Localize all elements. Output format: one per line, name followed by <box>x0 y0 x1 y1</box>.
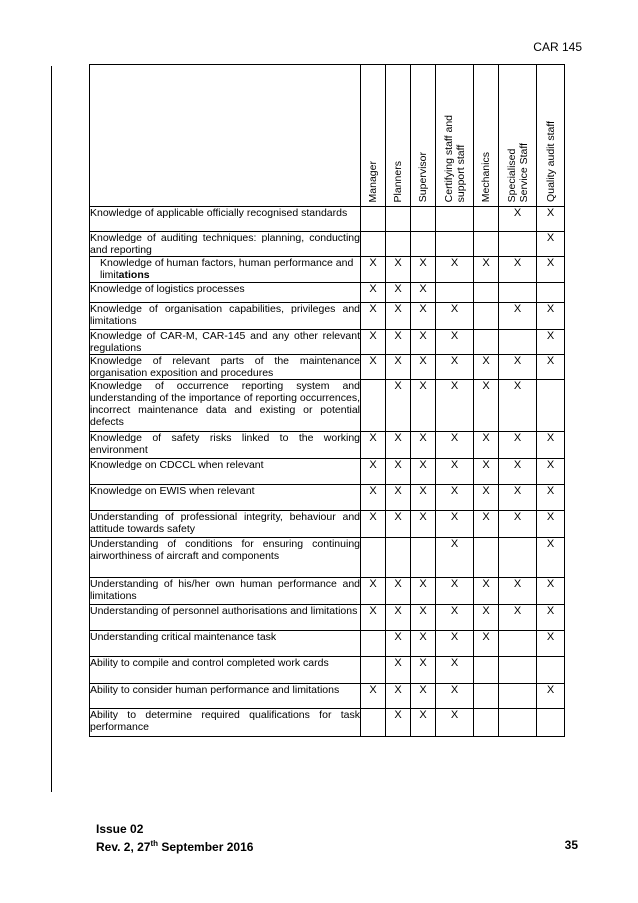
table-row <box>90 380 565 432</box>
revision-bar <box>51 66 52 792</box>
mark-cell: X <box>537 485 565 511</box>
mark-cell: X <box>537 538 565 578</box>
requirement-label: Knowledge of safety risks linked to the working environment <box>90 432 361 459</box>
mark-cell <box>474 303 499 330</box>
mark-cell <box>474 207 499 232</box>
table-row <box>90 538 565 578</box>
table-row <box>90 207 565 232</box>
column-header: Specialised Service Staff <box>499 65 537 207</box>
mark-cell <box>436 232 474 257</box>
mark-cell <box>411 538 436 578</box>
mark-cell: X <box>499 207 537 232</box>
mark-cell: X <box>436 459 474 485</box>
mark-cell: X <box>361 485 386 511</box>
mark-cell: X <box>537 303 565 330</box>
page-number: 35 <box>564 838 578 852</box>
mark-cell: X <box>361 303 386 330</box>
table-row <box>90 303 565 330</box>
mark-cell: X <box>411 380 436 432</box>
mark-cell: X <box>411 303 436 330</box>
mark-cell: X <box>537 330 565 355</box>
mark-cell <box>436 207 474 232</box>
mark-cell: X <box>474 380 499 432</box>
column-header: Supervisor <box>411 65 436 207</box>
mark-cell: X <box>361 578 386 605</box>
column-header: Mechanics <box>474 65 499 207</box>
requirement-label: Understanding critical maintenance task <box>90 631 361 657</box>
revision-label: Rev. 2, 27th September 2016 <box>96 839 254 854</box>
mark-cell: X <box>386 709 411 737</box>
mark-cell: X <box>386 605 411 631</box>
mark-cell: X <box>361 257 386 283</box>
mark-cell: X <box>537 232 565 257</box>
requirement-label: Ability to compile and control completed work cards <box>90 657 361 684</box>
mark-cell: X <box>386 631 411 657</box>
table-row <box>90 432 565 459</box>
column-header: Quality audit staff <box>537 65 565 207</box>
mark-cell: X <box>474 432 499 459</box>
mark-cell: X <box>386 657 411 684</box>
mark-cell: X <box>537 355 565 380</box>
mark-cell: X <box>361 432 386 459</box>
mark-cell: X <box>411 432 436 459</box>
mark-cell: X <box>499 605 537 631</box>
mark-cell: X <box>499 380 537 432</box>
table-row <box>90 605 565 631</box>
mark-cell: X <box>386 355 411 380</box>
requirement-label: Knowledge of relevant parts of the maintenance organisation exposition and procedures <box>90 355 360 379</box>
mark-cell <box>537 380 565 432</box>
mark-cell: X <box>386 684 411 709</box>
mark-cell: X <box>436 303 474 330</box>
mark-cell <box>361 538 386 578</box>
requirement-label: Knowledge of logistics processes <box>90 283 361 303</box>
requirement-label: Knowledge on EWIS when relevant <box>90 485 361 511</box>
footer <box>96 820 253 856</box>
mark-cell <box>386 232 411 257</box>
mark-cell: X <box>474 578 499 605</box>
mark-cell: X <box>411 330 436 355</box>
column-header: Planners <box>386 65 411 207</box>
mark-cell <box>499 657 537 684</box>
requirement-label: Understanding of conditions for ensuring continuing airworthiness of aircraft and components <box>90 538 361 578</box>
mark-cell: X <box>499 355 537 380</box>
header-row <box>90 65 565 207</box>
mark-cell: X <box>386 283 411 303</box>
mark-cell <box>499 631 537 657</box>
mark-cell: X <box>411 657 436 684</box>
mark-cell: X <box>411 511 436 538</box>
mark-cell: X <box>386 303 411 330</box>
mark-cell: X <box>436 485 474 511</box>
requirement-label: Understanding of professional integrity, behaviour and attitude towards safety <box>90 511 361 538</box>
mark-cell <box>361 709 386 737</box>
mark-cell: X <box>361 605 386 631</box>
mark-cell: X <box>361 330 386 355</box>
mark-cell: X <box>386 257 411 283</box>
mark-cell: X <box>537 684 565 709</box>
mark-cell <box>436 283 474 303</box>
mark-cell: X <box>411 355 436 380</box>
mark-cell <box>361 657 386 684</box>
mark-cell: X <box>499 257 537 283</box>
mark-cell: X <box>436 432 474 459</box>
requirement-label: Knowledge on CDCCL when relevant <box>90 459 361 485</box>
mark-cell: X <box>361 355 386 380</box>
mark-cell: X <box>436 605 474 631</box>
mark-cell: X <box>411 283 436 303</box>
mark-cell: X <box>411 605 436 631</box>
mark-cell: X <box>411 459 436 485</box>
mark-cell: X <box>436 538 474 578</box>
table-row <box>90 232 565 257</box>
table-row <box>90 631 565 657</box>
mark-cell <box>386 207 411 232</box>
mark-cell <box>474 330 499 355</box>
mark-cell <box>499 232 537 257</box>
mark-cell: X <box>474 257 499 283</box>
mark-cell <box>361 232 386 257</box>
mark-cell <box>411 207 436 232</box>
mark-cell: X <box>436 709 474 737</box>
mark-cell: X <box>411 485 436 511</box>
mark-cell <box>411 232 436 257</box>
mark-cell: X <box>436 511 474 538</box>
table-row <box>90 657 565 684</box>
mark-cell <box>474 538 499 578</box>
mark-cell: X <box>537 511 565 538</box>
mark-cell: X <box>499 432 537 459</box>
column-header: Certifying staff and support staff <box>436 65 474 207</box>
mark-cell: X <box>499 485 537 511</box>
mark-cell: X <box>474 605 499 631</box>
mark-cell: X <box>436 631 474 657</box>
mark-cell: X <box>411 709 436 737</box>
mark-cell: X <box>537 257 565 283</box>
mark-cell: X <box>436 578 474 605</box>
mark-cell: X <box>386 380 411 432</box>
table-row <box>90 283 565 303</box>
issue-label: Issue 02 <box>96 822 144 836</box>
mark-cell: X <box>386 511 411 538</box>
mark-cell: X <box>436 380 474 432</box>
requirement-label: Understanding of his/her own human performance and limitations <box>90 578 361 605</box>
requirement-label: Knowledge of human factors, human performance and limitations <box>90 257 361 283</box>
mark-cell <box>499 538 537 578</box>
mark-cell: X <box>436 257 474 283</box>
mark-cell: X <box>386 459 411 485</box>
mark-cell <box>499 709 537 737</box>
mark-cell <box>499 684 537 709</box>
mark-cell <box>499 283 537 303</box>
mark-cell: X <box>386 485 411 511</box>
table-row <box>90 709 565 737</box>
mark-cell: X <box>537 578 565 605</box>
column-header: Manager <box>361 65 386 207</box>
mark-cell <box>474 684 499 709</box>
mark-cell: X <box>537 605 565 631</box>
mark-cell: X <box>474 511 499 538</box>
table-row <box>90 355 565 380</box>
mark-cell: X <box>361 511 386 538</box>
document-code: CAR 145 <box>533 40 582 54</box>
mark-cell: X <box>499 459 537 485</box>
table-row <box>90 257 565 283</box>
mark-cell <box>474 232 499 257</box>
mark-cell: X <box>537 432 565 459</box>
mark-cell <box>474 657 499 684</box>
requirement-label: Knowledge of CAR-M, CAR-145 and any other relevant regulations <box>90 330 360 354</box>
mark-cell: X <box>537 459 565 485</box>
mark-cell: X <box>499 578 537 605</box>
mark-cell: X <box>386 330 411 355</box>
mark-cell <box>361 631 386 657</box>
mark-cell: X <box>361 459 386 485</box>
mark-cell: X <box>411 578 436 605</box>
mark-cell: X <box>361 684 386 709</box>
mark-cell: X <box>499 511 537 538</box>
requirement-label: Ability to consider human performance and limitations <box>90 684 361 709</box>
requirement-label: Knowledge of applicable officially recognised standards <box>90 207 361 232</box>
table-row <box>90 684 565 709</box>
mark-cell: X <box>386 578 411 605</box>
table-row <box>90 459 565 485</box>
mark-cell <box>499 330 537 355</box>
mark-cell: X <box>361 283 386 303</box>
table-row <box>90 330 565 355</box>
mark-cell: X <box>411 257 436 283</box>
mark-cell: X <box>474 355 499 380</box>
mark-cell <box>474 709 499 737</box>
mark-cell: X <box>436 657 474 684</box>
requirement-label: Understanding of personnel authorisations and limitations <box>90 605 361 631</box>
mark-cell: X <box>411 684 436 709</box>
mark-cell: X <box>499 303 537 330</box>
mark-cell: X <box>474 459 499 485</box>
mark-cell: X <box>436 355 474 380</box>
mark-cell <box>474 283 499 303</box>
competence-matrix-table <box>89 64 565 737</box>
mark-cell: X <box>537 631 565 657</box>
corner-cell <box>90 65 361 207</box>
mark-cell: X <box>411 631 436 657</box>
mark-cell: X <box>537 207 565 232</box>
mark-cell <box>361 380 386 432</box>
mark-cell: X <box>386 432 411 459</box>
mark-cell: X <box>436 684 474 709</box>
mark-cell <box>537 657 565 684</box>
mark-cell <box>386 538 411 578</box>
mark-cell <box>361 207 386 232</box>
table-row <box>90 578 565 605</box>
table-row <box>90 485 565 511</box>
requirement-label: Ability to determine required qualifications for task performance <box>90 709 361 737</box>
table-row <box>90 511 565 538</box>
mark-cell: X <box>474 485 499 511</box>
mark-cell: X <box>436 330 474 355</box>
mark-cell <box>537 709 565 737</box>
requirement-label: Knowledge of auditing techniques: planning, conducting and reporting <box>90 232 360 256</box>
mark-cell <box>537 283 565 303</box>
mark-cell: X <box>474 631 499 657</box>
requirement-label: Knowledge of occurrence reporting system and understanding of the importance of reporting occurrences, incorrect maintenance data and existing or potential defects <box>90 380 361 432</box>
requirement-label: Knowledge of organisation capabilities, privileges and limitations <box>90 303 361 330</box>
